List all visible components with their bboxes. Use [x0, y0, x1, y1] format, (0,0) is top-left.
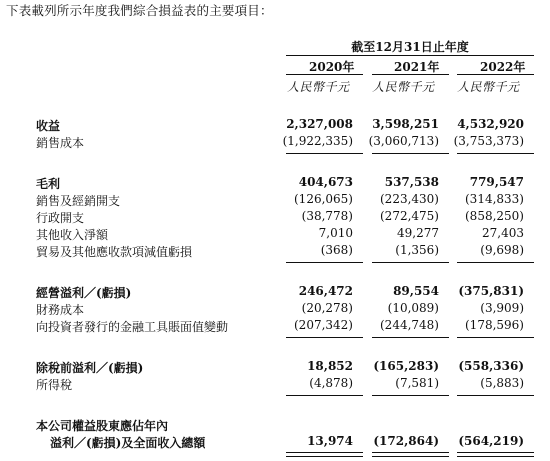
- row-fair-value-change: [0, 318, 550, 335]
- row-admin-expenses: [0, 209, 550, 226]
- row-selling-expenses: [0, 192, 550, 209]
- row-gross-profit: [0, 175, 550, 192]
- row-label: 所得稅: [36, 378, 73, 392]
- value-2020: 404,673: [298, 175, 353, 189]
- row-profit-before-tax: [0, 359, 550, 376]
- unit-label-2021: 人民幣千元: [372, 80, 435, 94]
- value-2021: (172,864): [373, 434, 439, 448]
- subtotal-rule: [372, 337, 449, 338]
- row-cost-of-sales: [0, 134, 550, 151]
- row-attributable-heading: [0, 417, 550, 434]
- unit-label-2022: 人民幣千元: [457, 80, 520, 94]
- value-2020: (38,778): [301, 209, 353, 223]
- value-2021: (7,581): [395, 376, 439, 390]
- row-label: 銷售成本: [36, 136, 85, 150]
- value-2020: (4,878): [309, 376, 353, 390]
- total-double-rule: [372, 452, 449, 457]
- subtotal-rule: [372, 153, 449, 154]
- value-2022: (178,596): [465, 318, 524, 332]
- row-finance-costs: [0, 301, 550, 318]
- intro-text: 下表載列所示年度我們綜合損益表的主要項目：: [6, 3, 273, 18]
- row-operating-profit: [0, 284, 550, 301]
- value-2020: 2,327,008: [286, 117, 353, 131]
- subtotal-rule: [286, 262, 363, 263]
- row-label: 行政開支: [36, 211, 85, 225]
- value-2022: (3,909): [480, 301, 524, 315]
- subtotal-rule: [286, 337, 363, 338]
- value-2021: 89,554: [393, 284, 439, 298]
- value-2020: 246,472: [298, 284, 353, 298]
- row-label: 貿易及其他應收款項減值虧損: [36, 245, 193, 259]
- subtotal-rule: [286, 153, 363, 154]
- row-label: 本公司權益股東應佔年內: [36, 419, 169, 433]
- value-2020: 18,852: [307, 359, 353, 373]
- row-label: 毛利: [36, 177, 61, 191]
- row-label: 其他收入淨額: [36, 228, 109, 242]
- value-2022: (5,883): [480, 376, 524, 390]
- row-label: 向投資者發行的金融工具賬面值變動: [36, 320, 229, 334]
- row-other-income: [0, 226, 550, 243]
- row-label: 經營溢利／(虧損): [36, 286, 132, 300]
- period-header: 截至12月31日止年度: [351, 40, 469, 54]
- row-label: 溢利／(虧損)及全面收入總額: [50, 436, 206, 450]
- total-double-rule: [457, 452, 534, 457]
- value-2021: (3,060,713): [368, 134, 439, 148]
- year-header-2021: 2021年: [394, 60, 440, 74]
- value-2022: (564,219): [458, 434, 524, 448]
- value-2022: (375,831): [458, 284, 524, 298]
- year-rule-2021: [372, 74, 449, 75]
- value-2021: (272,475): [380, 209, 439, 223]
- total-double-rule: [286, 452, 363, 457]
- subtotal-rule: [457, 337, 534, 338]
- year-header-2022: 2022年: [480, 60, 526, 74]
- value-2020: 13,974: [307, 434, 353, 448]
- value-2021: (223,430): [380, 192, 439, 206]
- subtotal-rule: [457, 262, 534, 263]
- value-2022: (3,753,373): [453, 134, 524, 148]
- value-2022: 4,532,920: [457, 117, 524, 131]
- row-label: 銷售及經銷開支: [36, 194, 121, 208]
- value-2021: (165,283): [373, 359, 439, 373]
- subtotal-rule: [457, 395, 534, 396]
- subtotal-rule: [286, 395, 363, 396]
- unit-label-2020: 人民幣千元: [287, 80, 350, 94]
- year-rule-2022: [457, 74, 534, 75]
- value-2021: 49,277: [397, 226, 439, 240]
- subtotal-rule: [372, 395, 449, 396]
- value-2021: (10,089): [387, 301, 439, 315]
- value-2020: (368): [320, 243, 353, 257]
- value-2020: 7,010: [318, 226, 353, 240]
- row-revenue: [0, 117, 550, 134]
- value-2020: (1,922,335): [282, 134, 353, 148]
- subtotal-rule: [372, 262, 449, 263]
- subtotal-rule: [457, 153, 534, 154]
- value-2021: (1,356): [395, 243, 439, 257]
- row-label: 除稅前溢利／(虧損): [36, 361, 144, 375]
- value-2021: 537,538: [384, 175, 439, 189]
- row-label: 財務成本: [36, 303, 85, 317]
- value-2022: (558,336): [458, 359, 524, 373]
- value-2020: (207,342): [294, 318, 353, 332]
- value-2022: 27,403: [482, 226, 524, 240]
- period-header-rule: [286, 55, 534, 56]
- year-header-2020: 2020年: [309, 60, 355, 74]
- value-2022: (314,833): [465, 192, 524, 206]
- row-total-comprehensive: [0, 434, 550, 451]
- row-impairment-loss: [0, 243, 550, 260]
- value-2021: (244,748): [380, 318, 439, 332]
- year-rule-2020: [286, 74, 363, 75]
- value-2021: 3,598,251: [372, 117, 439, 131]
- value-2022: (858,250): [465, 209, 524, 223]
- value-2022: 779,547: [469, 175, 524, 189]
- row-label: 收益: [36, 119, 61, 133]
- value-2022: (9,698): [480, 243, 524, 257]
- value-2020: (20,278): [301, 301, 353, 315]
- value-2020: (126,065): [294, 192, 353, 206]
- row-income-tax: [0, 376, 550, 393]
